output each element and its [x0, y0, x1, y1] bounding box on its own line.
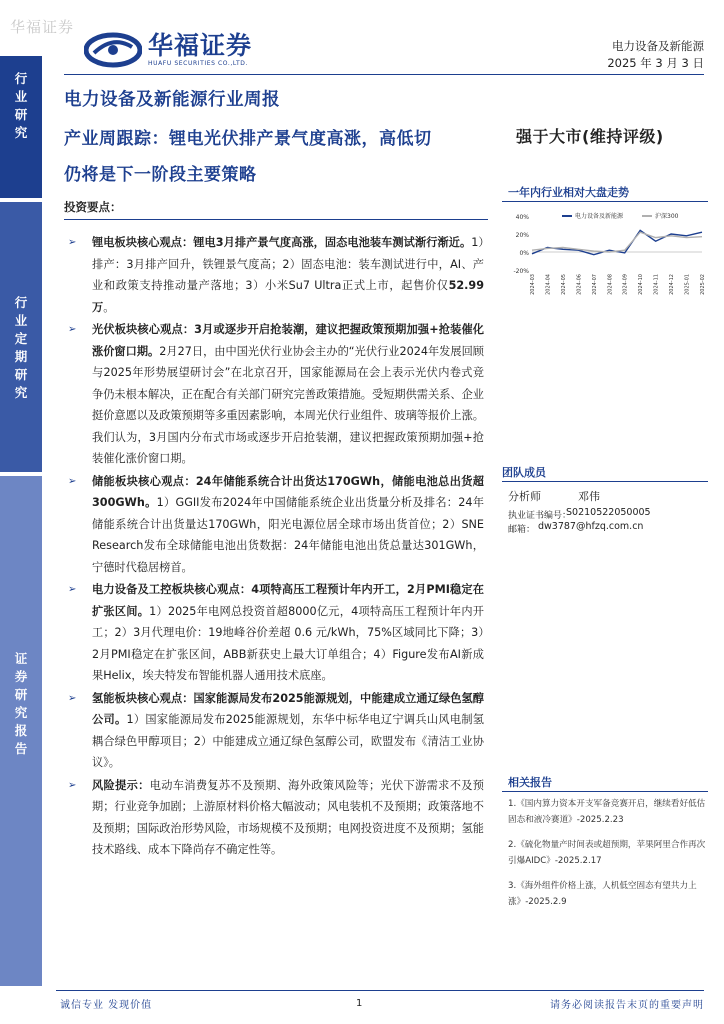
- logo-english-name: HUAFU SECURITIES CO.,LTD.: [148, 60, 249, 67]
- key-points-divider: [64, 219, 488, 220]
- point-hydrogen: ➢ 氢能板块核心观点：国家能源局发布2025能源规划，中能建成立通辽绿色氢醇公司。1）国家能源局发布2025能源规划，东华中标华电辽宁调兵山风电制氢耦合绿色甲醇项目；2）中能建成立通辽绿色氢醇公司，欧盟发布《清洁工业协议》。: [92, 688, 484, 774]
- arrow-bullet-icon: ➢: [68, 584, 77, 595]
- point-risk: ➢ 风险提示：电动车消费复苏不及预期、海外政策风险等；光伏下游需求不及预期；行业竞争加剧；上游原材料价格大幅波动；风电装机不及预期；政策落地不及预期；国际政治形势风险，市场规模不及预期；电网投资进度不及预期；氢能技术路线、成本下降尚存不确定性等。: [92, 775, 484, 861]
- logo-name: 华福证券: [148, 31, 253, 60]
- chart-x-tick-label: 2024-05: [560, 274, 567, 295]
- arrow-bullet-icon: ➢: [68, 324, 77, 335]
- chart-legend-label: 电力设备及新能源: [575, 213, 624, 220]
- chart-y-tick-label: 20%: [515, 232, 529, 239]
- point-energy-storage: ➢ 储能板块核心观点：24年储能系统合计出货达170GWh，储能电池总出货超300GWh。1）GGII发布2024年中国储能系统企业出货量分析及排名：24年储能系统合计出货量达170GWh，阳光电源位居全球市场出货首位；2）SNE Research发布全球储能电池出货数据：24年储能电池出货总量达301GWh，宁德时代稳居榜首。: [92, 471, 484, 579]
- chart-section-divider: [502, 201, 708, 202]
- sidebar-segment-securities-report: 证 券 研 究 报 告: [0, 476, 42, 986]
- related-report-item[interactable]: 1.《国内算力资本开支军备竞赛开启，继续看好低估固态和液冷赛道》-2025.2.23: [508, 799, 706, 825]
- relative-performance-chart: [502, 208, 708, 304]
- related-report-item[interactable]: 3.《海外组件价格上涨，人机低空固态有望共力上涨》-2025.2.9: [508, 881, 697, 907]
- footer-slogan: 诚信专业 发现价值: [60, 1000, 153, 1011]
- chart-x-tick-label: 2024-08: [607, 274, 614, 295]
- footer-disclaimer: 请务必阅读报告末页的重要声明: [550, 1000, 704, 1011]
- chart-x-tick-label: 2024-12: [669, 274, 676, 295]
- team-divider: [502, 481, 708, 482]
- industry-rating: 强于大市(维持评级): [516, 127, 664, 146]
- chart-legend-label: 沪深300: [655, 213, 679, 220]
- related-reports-title: 相关报告: [508, 776, 552, 789]
- watermark: 华福证券: [10, 18, 75, 36]
- chart-x-tick-label: 2024-10: [638, 274, 645, 295]
- footer-divider: [56, 990, 704, 991]
- header-divider: [64, 74, 704, 75]
- logo-emblem-icon: [84, 31, 142, 69]
- analyst-email[interactable]: dw3787@hfzq.com.cn: [538, 521, 644, 532]
- chart-x-tick-label: 2024-11: [653, 274, 660, 295]
- analyst-role: 分析师: [508, 490, 541, 503]
- company-logo: [84, 28, 274, 72]
- sidebar-segment-industry-research: 行 业 研 究: [0, 56, 42, 198]
- analyst-name: 邓伟: [578, 490, 600, 503]
- chart-x-tick-label: 2025-01: [684, 274, 691, 295]
- chart-y-tick-label: 0%: [519, 250, 529, 257]
- team-title: 团队成员: [502, 466, 546, 479]
- chart-x-tick-label: 2024-04: [545, 274, 552, 295]
- related-reports-list: [508, 796, 708, 919]
- main-header: [64, 86, 488, 220]
- arrow-bullet-icon: ➢: [68, 692, 77, 704]
- chart-x-tick-label: 2024-07: [591, 274, 598, 295]
- chart-x-tick-label: 2024-06: [576, 274, 583, 295]
- page-number: 1: [356, 998, 363, 1009]
- related-report-item[interactable]: 2.《硫化物量产时间表或超预期，苹果阿里合作再次引爆AIDC》-2025.2.17: [508, 840, 706, 866]
- header-industry: 电力设备及新能源: [612, 39, 704, 53]
- sidebar: [0, 56, 42, 986]
- point-photovoltaic: ➢ 光伏板块核心观点：3月或逐步开启抢装潮，建议把握政策预期加强+抢装催化涨价窗口期。2月27日，由中国光伏行业协会主办的“光伏行业2024年发展回顾与2025年形势展望研讨会”在北京召开，国家能源局在会上表示光伏内卷式竞争仍未根本解决，正在配合有关部门研究完善政策措施。受短期供需关系、企业挺价意愿以及政策预期等多重因素影响，本周光伏行业组件、玻璃等报价上涨。我们认为，3月国内分布式市场或逐步开启抢装潮，建议把握政策预期加强+抢装催化涨价窗口期。: [92, 319, 484, 470]
- header-info: [607, 38, 704, 72]
- arrow-bullet-icon: ➢: [68, 779, 77, 791]
- license-label: 执业证书编号：: [508, 511, 572, 521]
- arrow-bullet-icon: ➢: [68, 475, 77, 487]
- related-reports-divider: [502, 791, 708, 792]
- key-points-label: 投资要点：: [64, 200, 122, 214]
- chart-y-tick-label: -20%: [513, 268, 529, 275]
- point-power-equipment: ➢ 电力设备及工控板块核心观点：4项特高压工程预计年内开工，2月PMI稳定在扩张区间。1）2025年电网总投资首超8000亿元，4项特高压工程预计年内开工；2）3月代理电价：19地峰谷价差超 0.6 元/kWh，75%区域同比下降；3）2月PMI稳定在扩张区间，ABB新获史上最大订单组合；4）Figure发布AI新成果Helix，埃夫特发布智能机器人通用技术底座。: [92, 579, 484, 687]
- point-lithium: ➢ 锂电板块核心观点：锂电3月排产景气度高涨，固态电池装车测试渐行渐近。1）排产：3月排产回升，铁锂景气度高；2）固态电池：装车测试进行中，AI、产业和政策支持推动量产落地；3）小米Su7 Ultra正式上市，起售价仅52.99万。: [92, 232, 484, 318]
- report-subtitle-line2: 仍将是下一阶段主要策略: [64, 165, 257, 185]
- sidebar-segment-periodic-research: 行 业 定 期 研 究: [0, 202, 42, 472]
- chart-x-tick-label: 2025-02: [700, 274, 706, 295]
- chart-y-tick-label: 40%: [515, 214, 529, 221]
- chart-section-title: 一年内行业相对大盘走势: [508, 186, 629, 199]
- report-title: 电力设备及新能源行业周报: [64, 90, 280, 110]
- email-label: 邮箱：: [508, 525, 536, 535]
- chart-x-tick-label: 2024-03: [530, 274, 536, 295]
- license-number: S0210522050005: [566, 507, 651, 518]
- header-date: 2025 年 3 月 3 日: [607, 56, 704, 70]
- key-points-list: [68, 232, 485, 862]
- chart-x-tick-label: 2024-09: [622, 274, 629, 295]
- arrow-bullet-icon: ➢: [68, 237, 77, 248]
- report-subtitle-line1: 产业周跟踪：锂电光伏排产景气度高涨，高低切: [64, 129, 432, 149]
